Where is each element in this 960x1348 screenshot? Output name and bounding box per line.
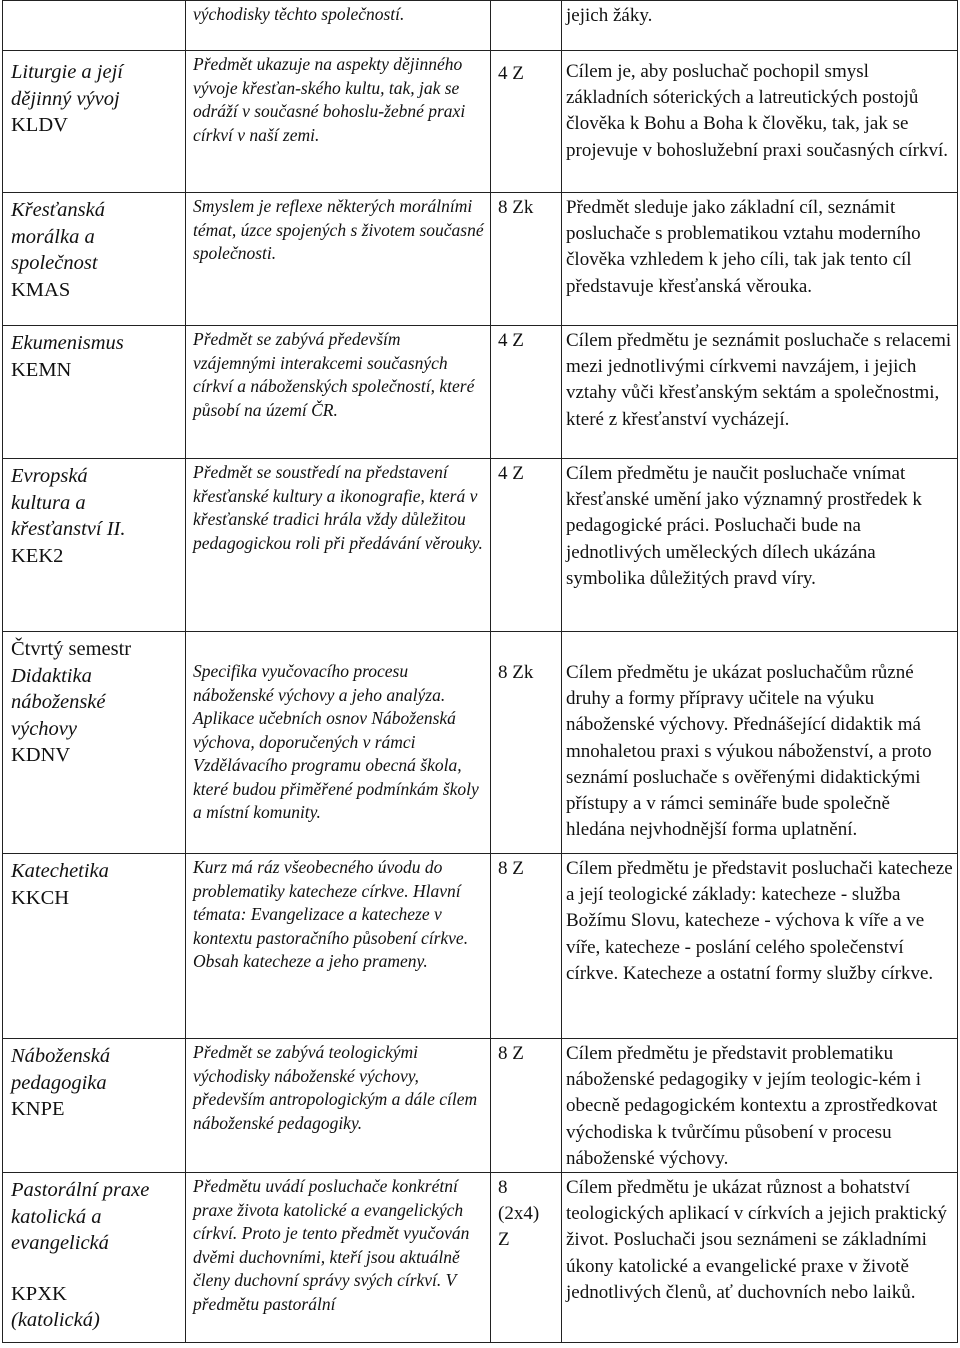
course-goal: Cílem předmětu je ukázat různost a bohatství teologických aplikací v církvích a jejich praktický život. Posluchači jsou seznámeni se základními úkony katolické a evangelické praxe v životě jednotlivých členů, ať duchovních nebo laiků. (566, 1177, 947, 1303)
course-name: výchovy (11, 717, 77, 740)
course-name: Evropská (11, 465, 88, 487)
credits-cell (491, 193, 562, 326)
course-name: evangelická (11, 1232, 109, 1255)
course-goal-cell (562, 51, 958, 193)
course-goal: Předmět sleduje jako základní cíl, seznámit posluchače s problematikou vztahu moderního člověka vzhledem k jeho cíli, tak jak tento cíl představuje křesťanská věrouka. (566, 197, 921, 297)
course-description-cell (186, 854, 491, 1039)
course-description: východisky těchto společností. (193, 4, 405, 24)
course-name: Pastorální praxe (11, 1179, 150, 1202)
table-row (3, 193, 958, 326)
course-name: Liturgie a její (11, 61, 123, 83)
course-description: Specifika vyučovacího procesu náboženské výchovy a jeho analýza. Aplikace učebních osnov Náboženská výchova, doporučených v rámci Vzdělávacího programu obecná škola, které budou přiměřené podmínkám školy a místní komunity. (193, 661, 479, 822)
course-goal: Cílem předmětu je ukázat posluchačům různé druhy a formy přípravy učitele na výuku náboženské výchovy. Přednášející didaktik má mnohaletou praxi s výukou náboženství, a proto seznámí posluchače s ověřenými didaktickými přístupy a v rámci semináře bude společně hledána nejvhodnější forma uplatnění. (566, 662, 932, 841)
course-name: kultura a (11, 491, 86, 514)
course-name: Ekumenismus (11, 332, 124, 354)
course-code-note: (katolická) (11, 1309, 100, 1332)
course-description: Smyslem je reflexe některých morálními témat, úzce spojených s životem současné společnosti. (193, 196, 484, 263)
table-row (3, 1039, 958, 1173)
credits: 8 Zk (498, 662, 534, 683)
credits: 4 Z (498, 463, 524, 484)
course-description-cell (186, 51, 491, 193)
table-row (3, 459, 958, 632)
course-name: náboženské (11, 691, 106, 713)
curriculum-table (2, 0, 958, 1343)
course-goal-cell (562, 193, 958, 326)
credits: 4 Z (498, 63, 524, 84)
semester-heading: Čtvrtý semestr (11, 638, 132, 660)
course-goal-cell (562, 1039, 958, 1173)
course-goal: Cílem je, aby posluchač pochopil smysl základních sóterických a latreutických postojů člověka k Bohu a Boha k člověku, tak, jak se projevuje v bohoslužební praxi současných církví. (566, 61, 949, 161)
table-row (3, 632, 958, 854)
course-code: KEK2 (11, 544, 64, 567)
course-description-cell (186, 459, 491, 632)
course-name: křesťanství II. (11, 518, 126, 540)
course-code: KLDV (11, 114, 68, 136)
course-name: dějinný vývoj (11, 87, 120, 110)
course-description: Předmět ukazuje na aspekty dějinného vývoje křesťan-ského kultu, tak, jak se odráží v současné bohoslu-žebné praxi církví v naší zemi. (193, 54, 466, 145)
credits: 8 (2x4) Z (498, 1177, 540, 1251)
course-name: společnost (11, 252, 98, 274)
credits-cell (491, 1, 562, 51)
credits-cell (491, 632, 562, 854)
course-description: Předmět se zabývá teologickými východisky náboženské výchovy, především antropologickým a dále cílem náboženské pedagogiky. (193, 1042, 478, 1133)
course-name: Křesťanská (11, 199, 106, 221)
course-description-cell (186, 1039, 491, 1173)
table-row (3, 51, 958, 193)
credits-cell (491, 459, 562, 632)
course-name-cell (3, 51, 186, 193)
course-name-cell (3, 632, 186, 854)
credits-cell (491, 854, 562, 1039)
credits: 8 Z (498, 858, 524, 879)
course-description-cell (186, 1, 491, 51)
course-goal-cell (562, 1, 958, 51)
course-goal-cell (562, 326, 958, 459)
course-name-cell (3, 193, 186, 326)
course-code: KNPE (11, 1098, 65, 1120)
course-goal: Cílem předmětu je představit posluchači katecheze a její teologické základy: katecheze - služba Božímu Slovu, katecheze - výchova k víře a ve víře, katecheze - poslání celého společenství církve. Katecheze a ostatní formy služby církve. (566, 858, 953, 984)
course-goal-cell (562, 459, 958, 632)
course-description-cell (186, 1173, 491, 1343)
course-description: Předmětu uvádí posluchače konkrétní praxe života katolické a evangelických církví. Proto je tento předmět vyučován dvěmi duchovními, kteří jsou aktuálně členy duchovní správy svých církví. V předmětu pastorální (193, 1176, 470, 1314)
course-description: Předmět se soustředí na představení křesťanské kultury a ikonografie, která v křesťanské tradici hrála vždy důležitou pedagogickou roli při předávání věrouky. (193, 462, 483, 553)
course-name-cell (3, 854, 186, 1039)
course-code: KKCH (11, 886, 70, 909)
course-name-cell (3, 1039, 186, 1173)
table-row (3, 1, 958, 51)
course-name: Náboženská (11, 1045, 111, 1067)
credits-cell (491, 51, 562, 193)
credits: 8 Zk (498, 197, 534, 218)
course-goal-cell (562, 1173, 958, 1343)
course-goal: Cílem předmětu je představit problematiku náboženské pedagogiky v jejím teologic-kém i obecně pedagogickém kontextu a zprostředkovat východiska k tvůrčímu působení v procesu náboženské výchovy. (566, 1043, 938, 1169)
course-name-cell (3, 326, 186, 459)
course-name-cell (3, 1173, 186, 1343)
table-row (3, 1173, 958, 1343)
table-row (3, 854, 958, 1039)
course-name-cell (3, 1, 186, 51)
course-code: KMAS (11, 278, 71, 301)
credits: 4 Z (498, 330, 524, 351)
course-description-cell (186, 326, 491, 459)
course-goal-cell (562, 632, 958, 854)
credits: 8 Z (498, 1043, 524, 1064)
course-code: KDNV (11, 744, 71, 766)
course-name-cell (3, 459, 186, 632)
course-description: Předmět se zabývá především vzájemnými interakcemi současných církví a náboženských společností, které působí na území ČR. (193, 329, 475, 420)
course-code: KEMN (11, 358, 72, 381)
course-goal-cell (562, 854, 958, 1039)
course-name: Katechetika (11, 860, 109, 882)
course-name: katolická a (11, 1205, 102, 1228)
credits-cell (491, 1039, 562, 1173)
course-name: morálka a (11, 225, 95, 248)
course-name: pedagogika (11, 1071, 107, 1094)
course-description-cell (186, 193, 491, 326)
course-goal: jejich žáky. (566, 5, 653, 26)
course-goal: Cílem předmětu je seznámit posluchače s relacemi mezi jednotlivými církvemi navzájem, i jejich vztahy vůči křesťanským sektám a společnostmi, které z křesťanství vycházejí. (566, 330, 952, 430)
course-goal: Cílem předmětu je naučit posluchače vnímat křesťanské umění jako významný prostředek k pedagogické práci. Posluchači bude na jednotlivých uměleckých dílech ukázána symbolika důležitých pravd víry. (566, 463, 922, 589)
course-description: Kurz má ráz všeobecného úvodu do problematiky katecheze církve. Hlavní témata: Evangelizace a katecheze v kontextu pastoračního působení církve. Obsah katecheze a jeho prameny. (193, 857, 469, 971)
credits-cell (491, 326, 562, 459)
course-description-cell (186, 632, 491, 854)
table-row (3, 326, 958, 459)
credits-cell (491, 1173, 562, 1343)
course-name: Didaktika (11, 664, 92, 687)
course-code: KPXK (11, 1282, 67, 1305)
